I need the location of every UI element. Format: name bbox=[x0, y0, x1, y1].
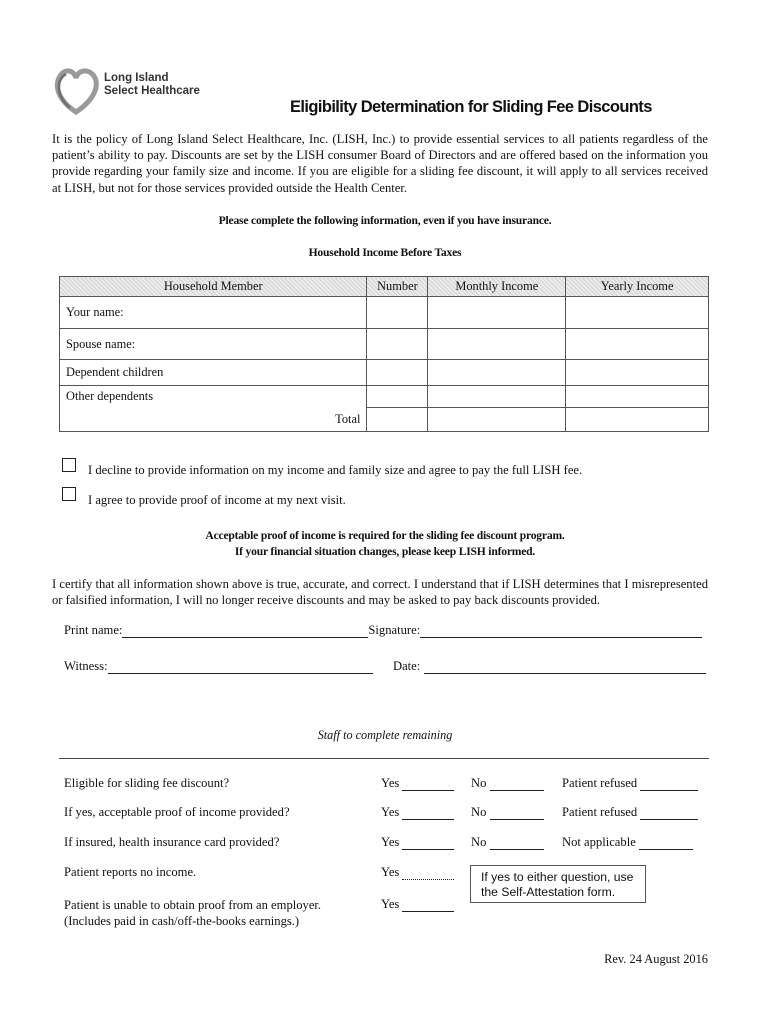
logo-line-2: Select Healthcare bbox=[104, 85, 200, 97]
witness-field[interactable] bbox=[108, 660, 373, 674]
no-answer bbox=[471, 805, 544, 820]
print-name-row bbox=[64, 623, 702, 638]
column-header-member: Household Member bbox=[60, 277, 367, 297]
other-answer bbox=[562, 835, 693, 850]
table-row bbox=[60, 329, 709, 360]
witness-row bbox=[64, 659, 373, 674]
other-answer bbox=[562, 776, 698, 791]
yearly-income-field[interactable] bbox=[566, 329, 709, 360]
column-header-number: Number bbox=[367, 277, 428, 297]
staff-question: Patient is unable to obtain proof from an employer. bbox=[64, 898, 322, 912]
other-field[interactable] bbox=[640, 806, 698, 820]
staff-section-heading: Staff to complete remaining bbox=[317, 728, 453, 742]
print-name-label: Print name: bbox=[64, 623, 123, 637]
witness-label: Witness: bbox=[64, 659, 108, 673]
table-row bbox=[60, 386, 709, 408]
number-field[interactable] bbox=[367, 297, 428, 329]
monthly-income-field[interactable] bbox=[428, 329, 566, 360]
certification-paragraph: I certify that all information shown above is true, accurate, and correct. I understand that if LISH determines that I misrepresented or falsified information, I will no longer receive discounts and may be asked to pay back discounts provided. bbox=[52, 577, 708, 608]
decline-option-label: I decline to provide information on my income and family size and agree to pay the full LISH fee. bbox=[88, 463, 583, 477]
other-field[interactable] bbox=[639, 836, 693, 850]
staff-question: If insured, health insurance card provided? bbox=[64, 835, 280, 849]
staff-question: If yes, acceptable proof of income provided? bbox=[64, 805, 290, 819]
proof-note-line-1: Acceptable proof of income is required for the sliding fee discount program. bbox=[205, 529, 565, 542]
no-field[interactable] bbox=[490, 777, 544, 791]
yes-answer bbox=[381, 805, 454, 820]
yes-field[interactable] bbox=[402, 806, 454, 820]
yearly-income-field[interactable] bbox=[566, 386, 709, 408]
row-label-other-dependents: Other dependents bbox=[60, 386, 367, 408]
monthly-income-field[interactable] bbox=[428, 297, 566, 329]
lish-logo bbox=[52, 66, 252, 116]
column-header-yearly: Yearly Income bbox=[566, 277, 709, 297]
instruction-text: Please complete the following information, even if you have insurance. bbox=[218, 214, 552, 227]
signature-label: Signature: bbox=[368, 623, 421, 637]
total-monthly-field[interactable] bbox=[428, 408, 566, 432]
yes-answer bbox=[381, 865, 454, 880]
total-label: Total bbox=[60, 408, 367, 432]
staff-question-note: (Includes paid in cash/off-the-books earnings.) bbox=[64, 914, 300, 928]
yes-field[interactable] bbox=[402, 836, 454, 850]
signature-field[interactable] bbox=[420, 624, 702, 638]
yearly-income-field[interactable] bbox=[566, 360, 709, 386]
staff-question-employer bbox=[64, 897, 321, 929]
table-caption: Household Income Before Taxes bbox=[308, 246, 462, 259]
proof-note-line-2: If your financial situation changes, please keep LISH informed. bbox=[234, 545, 536, 558]
yes-label: Yes bbox=[381, 776, 400, 790]
date-field[interactable] bbox=[424, 660, 706, 674]
table-row bbox=[60, 297, 709, 329]
no-label: No bbox=[471, 805, 487, 819]
number-field[interactable] bbox=[367, 360, 428, 386]
other-label: Not applicable bbox=[562, 835, 636, 849]
table-row bbox=[60, 360, 709, 386]
no-label: No bbox=[471, 776, 487, 790]
yes-field[interactable] bbox=[402, 898, 454, 912]
policy-paragraph: It is the policy of Long Island Select Healthcare, Inc. (LISH, Inc.) to provide essential services to all patients regardless of the patient’s ability to pay. Discounts are set by the LISH consumer Board of Directors and are offered based on the information you provide regarding your family size and income. If you are eligible for a sliding fee discount, it will apply to all services received at LISH, but not for those services provided outside the Health Center. bbox=[52, 132, 708, 195]
agree-option-label: I agree to provide proof of income at my next visit. bbox=[88, 493, 346, 507]
no-field[interactable] bbox=[490, 806, 544, 820]
yes-field[interactable] bbox=[402, 866, 454, 880]
row-label-your-name: Your name: bbox=[60, 297, 367, 329]
print-name-field[interactable] bbox=[122, 624, 368, 638]
yes-label: Yes bbox=[381, 805, 400, 819]
logo-line-1: Long Island bbox=[104, 72, 169, 84]
staff-question: Eligible for sliding fee discount? bbox=[64, 776, 230, 790]
other-answer bbox=[562, 805, 698, 820]
no-answer bbox=[471, 835, 544, 850]
date-label: Date: bbox=[393, 659, 421, 673]
monthly-income-field[interactable] bbox=[428, 360, 566, 386]
no-field[interactable] bbox=[490, 836, 544, 850]
row-label-dependent-children: Dependent children bbox=[60, 360, 367, 386]
yes-label: Yes bbox=[381, 865, 400, 879]
self-attestation-note bbox=[470, 865, 646, 903]
yes-label: Yes bbox=[381, 897, 400, 911]
table-total-row bbox=[60, 408, 709, 432]
monthly-income-field[interactable] bbox=[428, 386, 566, 408]
yes-field[interactable] bbox=[402, 777, 454, 791]
other-field[interactable] bbox=[640, 777, 698, 791]
household-income-table bbox=[59, 276, 709, 432]
yes-answer bbox=[381, 835, 454, 850]
note-line-1: If yes to either question, use bbox=[481, 870, 634, 884]
table-header-row bbox=[60, 277, 709, 297]
yes-answer bbox=[381, 897, 454, 912]
total-number-field[interactable] bbox=[367, 408, 428, 432]
agree-checkbox[interactable] bbox=[62, 487, 76, 501]
other-label: Patient refused bbox=[562, 805, 638, 819]
yes-answer bbox=[381, 776, 454, 791]
heart-logo-icon bbox=[52, 66, 102, 116]
number-field[interactable] bbox=[367, 329, 428, 360]
decline-checkbox[interactable] bbox=[62, 458, 76, 472]
revision-date: Rev. 24 August 2016 bbox=[604, 952, 708, 966]
date-row bbox=[393, 659, 706, 674]
number-field[interactable] bbox=[367, 386, 428, 408]
yearly-income-field[interactable] bbox=[566, 297, 709, 329]
yes-label: Yes bbox=[381, 835, 400, 849]
row-label-spouse-name: Spouse name: bbox=[60, 329, 367, 360]
no-answer bbox=[471, 776, 544, 791]
page-title: Eligibility Determination for Sliding Fee Discounts bbox=[290, 98, 652, 116]
staff-question: Patient reports no income. bbox=[64, 865, 197, 879]
section-divider bbox=[59, 758, 709, 759]
note-line-2: the Self-Attestation form. bbox=[481, 885, 616, 899]
column-header-monthly: Monthly Income bbox=[428, 277, 566, 297]
total-yearly-field[interactable] bbox=[566, 408, 709, 432]
other-label: Patient refused bbox=[562, 776, 638, 790]
no-label: No bbox=[471, 835, 487, 849]
